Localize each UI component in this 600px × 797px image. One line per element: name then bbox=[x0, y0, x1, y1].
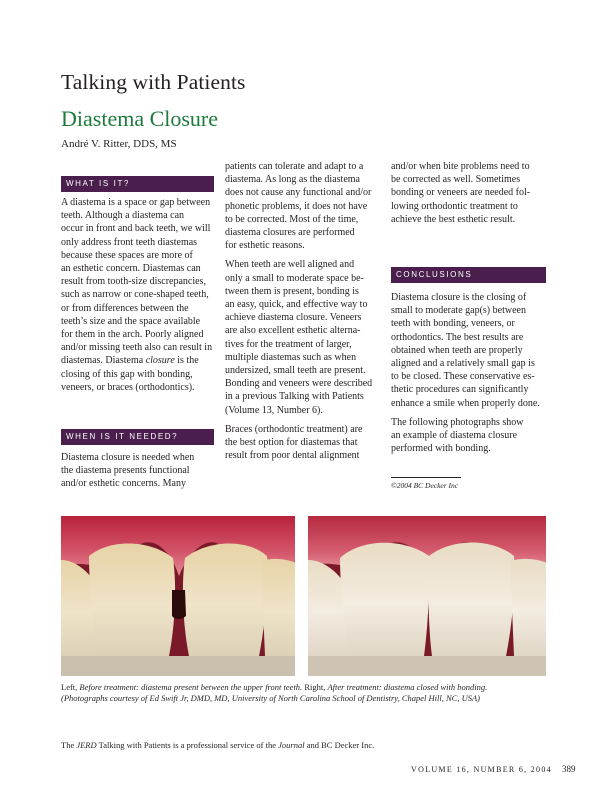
photo-caption: Left, Before treatment: diastema present between the upper front teeth. Right, After treatment: diastema closed with bonding. (Photographs courtesy of Ed Swift Jr, DMD, MD, University of North Carolina School of Dentistry, Chapel Hill, NC, USA) bbox=[61, 682, 488, 703]
paragraph-conclusions: Diastema closure is the closing of small to moderate gap(s) between teeth with bonding, veneers, or orthodontics. The best results are obtained when teeth are properly aligned and a relatively small gap is to be closed. These conservative es- thetic procedures can significantly enhance a smile when properly done. bbox=[391, 292, 540, 409]
paragraph-bite-problems: and/or when bite problems need to be corrected as well. Sometimes bonding or veneers are needed fol- lowing orthodontic treatment to achieve the best esthetic result. bbox=[391, 161, 531, 225]
page-number: 389 bbox=[562, 764, 576, 774]
footer-note: The JERD Talking with Patients is a professional service of the Journal and BC Decker Inc. bbox=[61, 740, 375, 750]
author-line: André V. Ritter, DDS, MS bbox=[61, 138, 177, 150]
photo-before-treatment bbox=[61, 516, 295, 676]
section-heading-what-is-it: WHAT IS IT? bbox=[61, 176, 214, 192]
section-heading-when-needed: WHEN IS IT NEEDED? bbox=[61, 429, 214, 445]
series-title: Talking with Patients bbox=[61, 70, 246, 94]
copyright-rule bbox=[391, 477, 461, 478]
paragraph-bonding: When teeth are well aligned and only a small to moderate space be- tween them is present, bonding is an easy, quick, and effective way to achieve diastema closure. Veneers are also excellent esthetic alterna- tives for the treatment of larger, multiple diastemas such as when undersized, small teeth are present. Bonding and veneers were described in a previous Talking with Patients (Volume 13, Number 6). bbox=[225, 259, 373, 416]
column-3-conclusions bbox=[391, 291, 546, 455]
footer-volume: VOLUME 16, NUMBER 6, 2004 bbox=[411, 765, 552, 774]
photo-after-treatment bbox=[308, 516, 546, 676]
paragraph-when-needed: Diastema closure is needed when the diastema presents functional and/or esthetic concerns. Many bbox=[61, 452, 195, 490]
paragraph-what-is-it: A diastema is a space or gap between teeth. Although a diastema can occur in front and back teeth, we will only address front teeth diastemas because these spaces are more of an esthetic concern. Diastemas can result from tooth-size discrepancies, such as narrow or cone-shaped teeth, or from differences between the teeth’s size and the space available for them in the arch. Poorly aligned and/or missing teeth also can result in diastemas. Diastema closure is the closing of this gap with bonding, veneers, or braces (orthodontics). bbox=[61, 197, 213, 393]
paragraph-braces: Braces (orthodontic treatment) are the best option for diastemas that result from poor dental alignment bbox=[225, 423, 363, 462]
copyright-notice: ©2004 BC Decker Inc bbox=[391, 481, 459, 490]
article-title: Diastema Closure bbox=[61, 106, 219, 131]
column-1-continued bbox=[61, 451, 216, 491]
paragraph-photographs-intro: The following photographs show an example of diastema closure performed with bonding. bbox=[391, 416, 524, 455]
column-2 bbox=[225, 160, 383, 462]
section-heading-conclusions: CONCLUSIONS bbox=[391, 267, 546, 283]
paragraph-tolerance: patients can tolerate and adapt to a diastema. As long as the diastema does not cause any functional and/or phonetic problems, it does not have to be corrected. Most of the time, diastema closures are performed for esthetic reasons. bbox=[225, 161, 372, 252]
column-3 bbox=[391, 160, 546, 226]
column-1 bbox=[61, 196, 216, 394]
